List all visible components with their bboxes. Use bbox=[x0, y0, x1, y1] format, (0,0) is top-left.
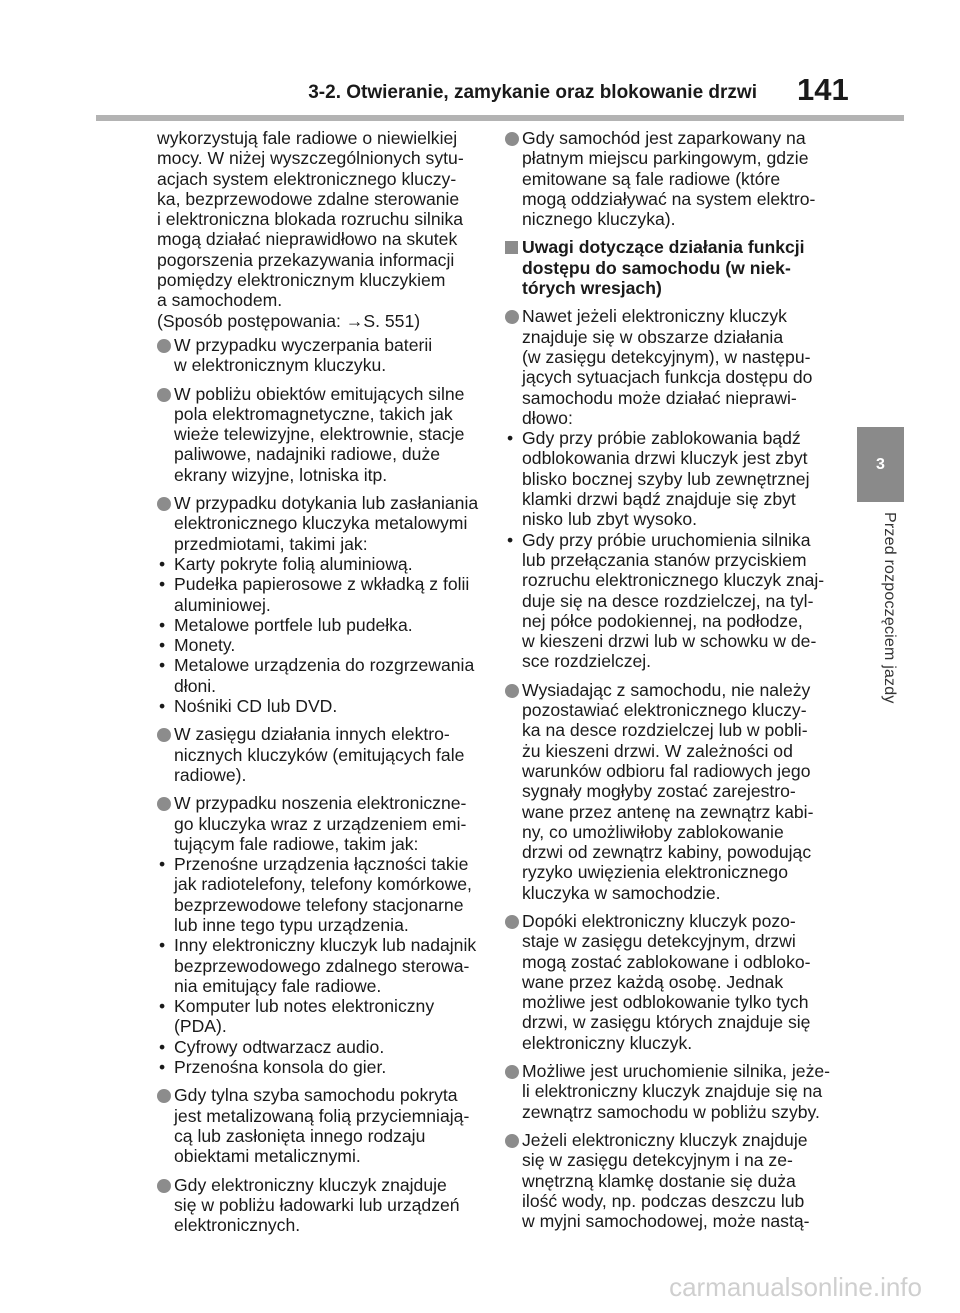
text-line: Cyfrowy odtwarzacz audio. bbox=[174, 1036, 385, 1057]
text-line: bezprzewodowego zdalnego sterowa- bbox=[174, 955, 470, 976]
intro-paragraph bbox=[157, 128, 487, 331]
text-line: Karty pokryte folią aluminiową. bbox=[174, 553, 413, 574]
text-line: nej półce podokiennej, na podłodze, bbox=[522, 610, 803, 631]
dot-bullet-icon: • bbox=[159, 574, 166, 595]
text-line: elektronicznych. bbox=[174, 1215, 301, 1236]
circle-bullet-icon bbox=[157, 728, 171, 742]
sub-list-item bbox=[505, 428, 835, 529]
dot-bullet-icon: • bbox=[159, 1036, 166, 1057]
text-line: odblokowania drzwi kluczyk jest zbyt bbox=[522, 448, 808, 469]
text-line: warunków odbioru fal radiowych jego bbox=[522, 760, 811, 781]
right-column bbox=[505, 128, 835, 1239]
text-line: Inny elektroniczny kluczyk lub nadajnik bbox=[174, 935, 477, 956]
text-line: Możliwe jest uruchomienie silnika, jeże- bbox=[522, 1061, 831, 1082]
circle-bullet-icon bbox=[157, 797, 171, 811]
text-line: w myjni samochodowej, może nastą- bbox=[522, 1211, 810, 1232]
list-item bbox=[505, 1130, 835, 1231]
text-line: wykorzystują fale radiowe o niewielkiej bbox=[157, 128, 458, 148]
circle-bullet-icon bbox=[505, 310, 519, 324]
chapter-tab: 3 bbox=[857, 427, 904, 502]
left-column bbox=[157, 128, 487, 1243]
text-line: a samochodem. bbox=[157, 290, 283, 311]
text-line: w kieszeni drzwi lub w schowku w de- bbox=[522, 631, 817, 652]
text-line: acjach system elektronicznego kluczy- bbox=[157, 168, 457, 189]
text-line: możliwe jest odblokowanie tylko tych bbox=[522, 992, 809, 1013]
list-item bbox=[157, 1085, 487, 1166]
sub-list bbox=[157, 854, 487, 1077]
text-line: ryzyko uwięzienia elektronicznego bbox=[522, 862, 788, 883]
text-line: Gdy elektroniczny kluczyk znajduje bbox=[174, 1174, 447, 1195]
text-line: emitowane są fale radiowe (które bbox=[522, 168, 781, 189]
text-line: znajduje się w obszarze działania bbox=[522, 326, 784, 347]
text-line: duje się na desce rozdzielczej, na tyl- bbox=[522, 590, 814, 611]
text-line: W przypadku wyczerpania baterii bbox=[174, 334, 433, 355]
dot-bullet-icon: • bbox=[159, 935, 166, 956]
text-line: Przenośne urządzenia łączności takie bbox=[174, 854, 469, 875]
text-line: Nośniki CD lub DVD. bbox=[174, 696, 338, 717]
text-line: elektronicznego kluczyka metalowymi bbox=[174, 513, 468, 534]
text-line: Pudełka papierosowe z wkładką z folii bbox=[174, 574, 470, 595]
text-line: dłowo: bbox=[522, 407, 573, 428]
text-line: Gdy tylna szyba samochodu pokryta bbox=[174, 1085, 458, 1106]
text-line: W pobliżu obiektów emitujących silne bbox=[174, 383, 465, 404]
section-heading bbox=[505, 237, 835, 298]
sub-list bbox=[157, 554, 487, 716]
text-line: Metalowe portfele lub pudełka. bbox=[174, 614, 413, 635]
sub-list-item bbox=[505, 530, 835, 672]
text-line: żu kieszeni drzwi. W zależności od bbox=[522, 740, 793, 761]
text-line: go kluczyka wraz z urządzeniem emi- bbox=[174, 813, 467, 834]
list-item bbox=[505, 306, 835, 428]
header-rule bbox=[96, 115, 904, 121]
text-line: (Sposób postępowania: →S. 551) bbox=[157, 310, 421, 331]
dot-bullet-icon: • bbox=[159, 696, 166, 717]
page-header bbox=[0, 0, 960, 124]
text-line: cą lub zasłonięta innego rodzaju bbox=[174, 1125, 426, 1146]
sub-list-item bbox=[157, 854, 487, 935]
text-line: jących sytuacjach funkcja dostępu do bbox=[522, 367, 813, 388]
dot-bullet-icon: • bbox=[507, 428, 514, 449]
text-line: nicznych kluczyków (emitujących fale bbox=[174, 744, 465, 765]
dot-bullet-icon: • bbox=[159, 996, 166, 1017]
text-line: Metalowe urządzenia do rozgrzewania bbox=[174, 655, 475, 676]
text-line: li elektroniczny kluczyk znajduje się na bbox=[522, 1081, 823, 1102]
square-bullet-icon bbox=[505, 241, 518, 254]
sub-list-item bbox=[157, 554, 487, 574]
chapter-label: Przed rozpoczęciem jazdy bbox=[881, 512, 898, 704]
text-line: samochodu może działać nieprawi- bbox=[522, 387, 797, 408]
text-line: Nawet jeżeli elektroniczny kluczyk bbox=[522, 306, 787, 327]
sub-list-item bbox=[157, 1037, 487, 1057]
text-line: zewnątrz samochodu w pobliżu szyby. bbox=[522, 1101, 820, 1122]
text-line: klamki drzwi bądź znajduje się zbyt bbox=[522, 489, 796, 510]
dot-bullet-icon: • bbox=[159, 854, 166, 875]
text-line: płatnym miejscu parkingowym, gdzie bbox=[522, 148, 809, 169]
text-line: nisko lub zbyt wysoko. bbox=[522, 509, 698, 530]
sub-list-item bbox=[157, 655, 487, 696]
circle-bullet-icon bbox=[157, 388, 171, 402]
text-line: Monety. bbox=[174, 635, 236, 656]
text-line: Gdy przy próbie zablokowania bądź bbox=[522, 428, 801, 449]
text-line: wane przez antenę na zewnątrz kabi- bbox=[522, 801, 814, 822]
text-line: lub inne tego typu urządzenia. bbox=[174, 914, 409, 935]
sub-list-item bbox=[157, 574, 487, 615]
text-line: jak radiotelefony, telefony komórkowe, bbox=[174, 874, 472, 895]
text-line: Uwagi dotyczące działania funkcji bbox=[522, 237, 805, 258]
text-line: pomiędzy elektronicznym kluczykiem bbox=[157, 270, 446, 291]
sub-list-item bbox=[157, 996, 487, 1037]
text-line: Wysiadając z samochodu, nie należy bbox=[522, 679, 811, 700]
text-line: ekrany wizyjne, lotniska itp. bbox=[174, 464, 388, 485]
list-item bbox=[157, 335, 487, 376]
text-line: Gdy przy próbie uruchomienia silnika bbox=[522, 529, 811, 550]
circle-bullet-icon bbox=[157, 1089, 171, 1103]
text-line: wane przez każdą osobę. Jednak bbox=[522, 971, 784, 992]
text-line: staje w zasięgu detekcyjnym, drzwi bbox=[522, 931, 796, 952]
sub-list-item bbox=[157, 696, 487, 716]
text-line: mogą oddziaływać na system elektro- bbox=[522, 188, 816, 209]
text-line: radiowe). bbox=[174, 764, 247, 785]
text-line: ilość wody, np. podczas deszczu lub bbox=[522, 1190, 805, 1211]
text-line: się w pobliżu ładowarki lub urządzeń bbox=[174, 1194, 460, 1215]
text-line: W przypadku dotykania lub zasłaniania bbox=[174, 493, 479, 514]
text-line: pola elektromagnetyczne, takich jak bbox=[174, 403, 453, 424]
circle-bullet-icon bbox=[505, 684, 519, 698]
text-line: kluczyka w samochodzie. bbox=[522, 882, 721, 903]
text-line: drzwi od zewnątrz kabiny, powodując bbox=[522, 842, 812, 863]
watermark: carmanualsonline.info bbox=[669, 1272, 922, 1302]
text-line: się w zasięgu detekcyjnym i na ze- bbox=[522, 1150, 793, 1171]
text-line: wnętrzną klamkę dostanie się duża bbox=[522, 1170, 796, 1191]
list-item bbox=[157, 493, 487, 554]
text-line: jest metalizowaną folią przyciemniają- bbox=[174, 1105, 470, 1126]
sub-list-item bbox=[157, 1057, 487, 1077]
text-line: Gdy samochód jest zaparkowany na bbox=[522, 128, 806, 148]
dot-bullet-icon: • bbox=[159, 655, 166, 676]
text-line: sce rozdzielczej. bbox=[522, 651, 652, 672]
text-line: mogą działać nieprawidłowo na skutek bbox=[157, 229, 458, 250]
circle-bullet-icon bbox=[505, 1134, 519, 1148]
circle-bullet-icon bbox=[157, 497, 171, 511]
section-title: 3-2. Otwieranie, zamykanie oraz blokowanie drzwi bbox=[308, 82, 757, 103]
dot-bullet-icon: • bbox=[159, 635, 166, 656]
text-line: mogą zostać zablokowane i odbloko- bbox=[522, 951, 811, 972]
text-line: ka na desce rozdzielczej lub w pobli- bbox=[522, 720, 808, 741]
text-line: elektroniczny kluczyk. bbox=[522, 1032, 693, 1053]
text-line: i elektroniczna blokada rozruchu silnika bbox=[157, 209, 464, 230]
text-line: nia emitujący fale radiowe. bbox=[174, 975, 382, 996]
circle-bullet-icon bbox=[505, 915, 519, 929]
text-line: dłoni. bbox=[174, 675, 217, 696]
text-line: aluminiowej. bbox=[174, 594, 271, 615]
text-line: nicznego kluczyka). bbox=[522, 209, 676, 230]
page-number: 141 bbox=[797, 72, 849, 107]
text-line: paliwowe, nadajniki radiowe, duże bbox=[174, 444, 441, 465]
list-item bbox=[505, 680, 835, 903]
sub-list bbox=[505, 428, 835, 672]
text-line: sygnały mogłyby zostać zarejestro- bbox=[522, 781, 796, 802]
text-line: przedmiotami, takimi jak: bbox=[174, 533, 368, 554]
circle-bullet-icon bbox=[505, 132, 519, 146]
dot-bullet-icon: • bbox=[159, 553, 166, 574]
text-line: ka, bezprzewodowe zdalne sterowanie bbox=[157, 188, 460, 209]
dot-bullet-icon: • bbox=[507, 529, 514, 550]
list-item bbox=[157, 1175, 487, 1236]
circle-bullet-icon bbox=[505, 1065, 519, 1079]
text-line: obiektami metalicznymi. bbox=[174, 1146, 361, 1167]
text-line: tórych wresjach) bbox=[522, 278, 662, 299]
sub-list-item bbox=[157, 935, 487, 996]
text-line: Jeżeli elektroniczny kluczyk znajduje bbox=[522, 1129, 808, 1150]
list-item bbox=[505, 1061, 835, 1122]
text-line: drzwi, w zasięgu których znajduje się bbox=[522, 1012, 811, 1033]
list-item bbox=[157, 384, 487, 485]
text-line: Przenośna konsola do gier. bbox=[174, 1057, 387, 1078]
text-line: Komputer lub notes elektroniczny bbox=[174, 996, 435, 1017]
dot-bullet-icon: • bbox=[159, 614, 166, 635]
text-line: pozostawiać elektronicznego kluczy- bbox=[522, 700, 807, 721]
sub-list-item bbox=[157, 635, 487, 655]
circle-bullet-icon bbox=[157, 339, 171, 353]
text-line: W zasięgu działania innych elektro- bbox=[174, 724, 450, 745]
dot-bullet-icon: • bbox=[159, 1057, 166, 1078]
text-line: W przypadku noszenia elektroniczne- bbox=[174, 793, 467, 814]
text-line: rozruchu elektronicznego kluczyk znaj- bbox=[522, 570, 825, 591]
list-item bbox=[505, 128, 835, 229]
text-line: blisko bocznej szyby lub zewnętrznej bbox=[522, 468, 810, 489]
sub-list-item bbox=[157, 615, 487, 635]
text-line: tującym fale radiowe, takim jak: bbox=[174, 833, 419, 854]
text-line: (PDA). bbox=[174, 1016, 227, 1037]
circle-bullet-icon bbox=[157, 1179, 171, 1193]
text-line: (w zasięgu detekcyjnym), w następu- bbox=[522, 346, 811, 367]
text-line: ny, co umożliwiłoby zablokowanie bbox=[522, 821, 784, 842]
text-line: mocy. W niżej wyszczególnionych sytu- bbox=[157, 148, 464, 169]
text-line: wieże telewizyjne, elektrownie, stacje bbox=[174, 424, 465, 445]
text-line: Dopóki elektroniczny kluczyk pozo- bbox=[522, 910, 796, 931]
text-line: pogorszenia przekazywania informacji bbox=[157, 249, 455, 270]
text-line: dostępu do samochodu (w niek- bbox=[522, 257, 791, 278]
list-item bbox=[157, 724, 487, 785]
text-line: w elektronicznym kluczyku. bbox=[174, 355, 387, 376]
list-item bbox=[505, 911, 835, 1053]
text-line: bezprzewodowe telefony stacjonarne bbox=[174, 894, 464, 915]
text-line: lub przełączania stanów przyciskiem bbox=[522, 549, 807, 570]
list-item bbox=[157, 793, 487, 854]
